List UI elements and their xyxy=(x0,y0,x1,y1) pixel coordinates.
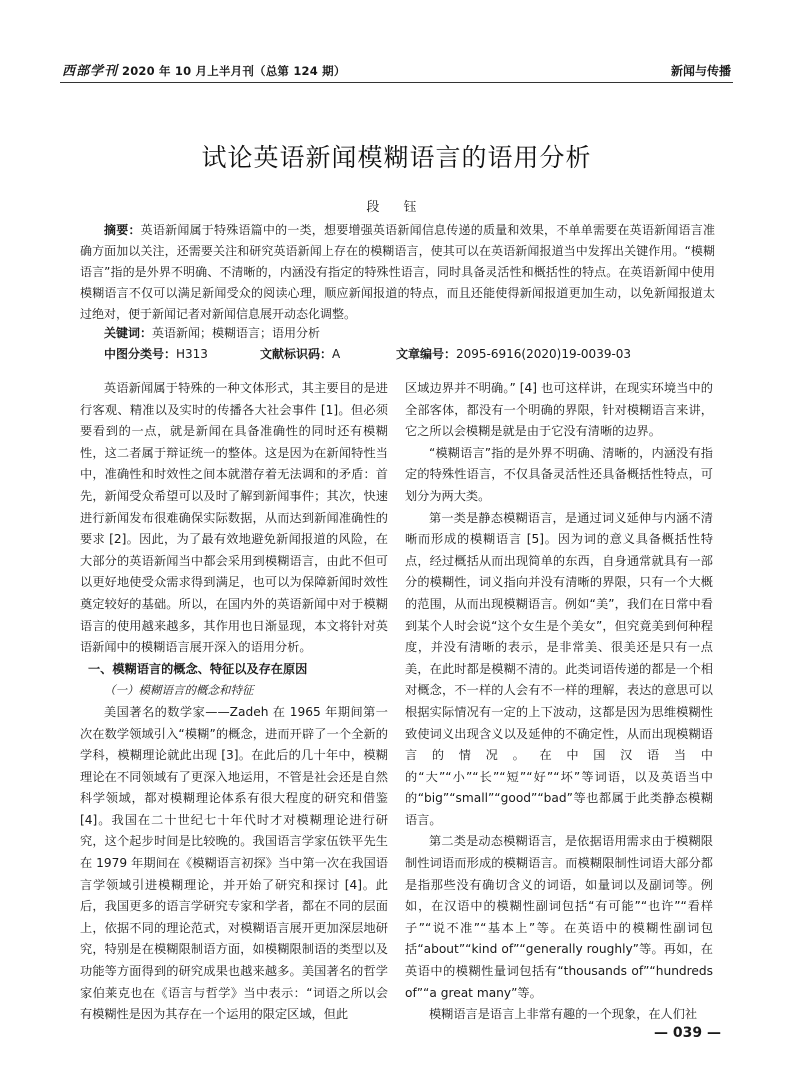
abstract xyxy=(80,220,715,325)
right-column xyxy=(405,378,713,1026)
keywords-text: 英语新闻；模糊语言；语用分析 xyxy=(152,326,321,340)
journal-header xyxy=(62,60,346,79)
article-author: 段 钰 xyxy=(366,200,427,215)
keywords-label: 关键词： xyxy=(104,326,153,340)
keywords xyxy=(104,324,320,341)
paragraph: 美国著名的数学家——Zadeh 在 1965 年期间第一次在数学领域引入“模糊”的概念，进而开辟了一个全新的学科，模糊理论就此出现 [3]。在此后的几十年中，模糊理论在不同领域有了更深入地运用，不管是社会还是自然科学领域，都对模糊理论体系有很大程度的研究和借鉴 [4]。我国在二十世纪七十年代时才对模糊理论进行研究，这个起步时间是比较晚的。我国语言学家伍铁平先生在 1979 年期间在《模糊语言初探》当中第一次在我国语言学领域引进模糊理论，并开始了研究和探讨 [4]。此后，我国更多的语言学研究专家和学者，都在不同的层面上，依据不同的理论范式，对模糊语言展开更加深层地研究，特别是在模糊限制语方面，如模糊限制语的类型以及功能等方面得到的研究成果也越来越多。美国著名的哲学家伯莱克也在《语言与哲学》当中表示：“词语之所以会有模糊性是因为其存在一个运用的限定区域，但此 xyxy=(80,704,388,1022)
section-name: 新闻与传播 xyxy=(670,64,731,78)
doc-code-item xyxy=(260,345,340,362)
paragraph: 模糊语言是语言上非常有趣的一个现象，在人们社 xyxy=(429,1007,698,1022)
left-column xyxy=(80,378,388,1026)
abstract-text: 英语新闻属于特殊语篇中的一类，想要增强英语新闻信息传递的质量和效果，不单单需要在英语新闻语言准确方面加以关注，还需要关注和研究英语新闻上存在的模糊语言，使其可以在英语新闻报道当中发挥出关键作用。“模糊语言”指的是外界不明确、不清晰的，内涵没有指定的特殊性语言，同时具备灵活性和概括性的特点。在英语新闻中使用模糊语言不仅可以满足新闻受众的阅读心理，顺应新闻报道的特点，而且还能使得新闻报道更加生动，以免新闻报道太过绝对，便于新闻记者对新闻信息展开动态化调整。 xyxy=(80,223,715,321)
paragraph: 英语新闻属于特殊的一种文体形式，其主要目的是进行客观、精准以及实时的传播各大社会事件 [1]。但必须要看到的一点，就是新闻在具备准确性的同时还有模糊性，这二者属于辩证统一的整体。这是因为在新闻特性当中，准确性和时效性之间本就潜存着无法调和的矛盾：首先，新闻受众希望可以及时了解到新闻事件；其次，快速进行新闻发布很难确保实际数据，从而达到新闻准确性的要求 [2]。因此，为了最有效地避免新闻报道的风险，在大部分的英语新闻当中都会采用到模糊语言，由此不但可以更好地使受众需求得到满足，也可以为保障新闻时效性奠定较好的基础。所以，在国内外的英语新闻中对于模糊语言的使用越来越多，其作用也日渐显现，本文将针对英语新闻中的模糊语言展开深入的语用分析。 xyxy=(80,381,388,655)
clc-value: H313 xyxy=(176,347,208,361)
paragraph: 第二类是动态模糊语言，是依据语用需求由于模糊限制性词语而形成的模糊语言。而模糊限制性词语大部分都是指那些没有确切含义的词语，如量词以及副词等。例如，在汉语中的模糊性副词包括“有可能”“也许”“看样子”“说不准”“基本上”等。在英语中的模糊性副词包括“about”“kind of”“generally roughly”等。再如，在英语中的模糊性量词包括有“thousands of”“hundreds of”“a great many”等。 xyxy=(405,834,713,1000)
article-no-value: 2095-6916(2020)19-0039-03 xyxy=(456,347,632,361)
doc-code-label: 文献标识码： xyxy=(260,347,333,361)
article-no-item xyxy=(396,345,631,362)
abstract-label: 摘要： xyxy=(104,223,141,237)
article-no-label: 文章编号： xyxy=(396,347,457,361)
journal-logo: 西部学刊 xyxy=(62,64,119,79)
header-divider xyxy=(60,82,733,83)
article-title: 试论英语新闻模糊语言的语用分析 xyxy=(201,143,592,172)
page-number: — 039 — xyxy=(654,1025,721,1041)
doc-code-value: A xyxy=(332,347,341,361)
section-heading: 一、模糊语言的概念、特征以及存在原因 xyxy=(88,661,308,676)
paragraph: 第一类是静态模糊语言，是通过词义延伸与内涵不清晰而形成的模糊语言 [5]。因为词的意义具备概括性特点，经过概括从而出现简单的东西，自身通常就具有一部分的模糊性，词义指向并没有清晰的界限，只有一个大概的范围，从而出现模糊语言。例如“美”，我们在日常中看到某个人时会说“这个女生是个美女”，但究竟美到何种程度，并没有清晰的表示，是非常美、很美还是只有一点美，在此时都是模糊不清的。此类词语传递的都是一个相对概念，不一样的人会有不一样的理解，表达的意思可以根据实际情况有一定的上下波动，这都是因为思维模糊性致使词义出现含义以及延伸的不确定性，从而出现模糊语言的情况。在中国汉语当中的“大”“小”“长”“短”“好”“坏”等词语，以及英语当中的“big”“small”“good”“bad”等也都属于此类静态模糊语言。 xyxy=(405,510,713,827)
clc-item xyxy=(104,345,208,362)
clc-label: 中图分类号： xyxy=(104,347,177,361)
paragraph: “模糊语言”指的是外界不明确、清晰的，内涵没有指定的特殊性语言，不仅具备灵活性还具备概括性特点，可划分为两大类。 xyxy=(405,445,713,503)
journal-issue: 2020 年 10 月上半月刊（总第 124 期） xyxy=(122,64,346,78)
paragraph: 区域边界并不明确。” [4] 也可这样讲，在现实环境当中的全部客体，都没有一个明确的界限，针对模糊语言来讲，它之所以会模糊是就是由于它没有清晰的边界。 xyxy=(405,381,713,439)
subsection-heading: （一）模糊语言的概念和特征 xyxy=(104,683,254,698)
